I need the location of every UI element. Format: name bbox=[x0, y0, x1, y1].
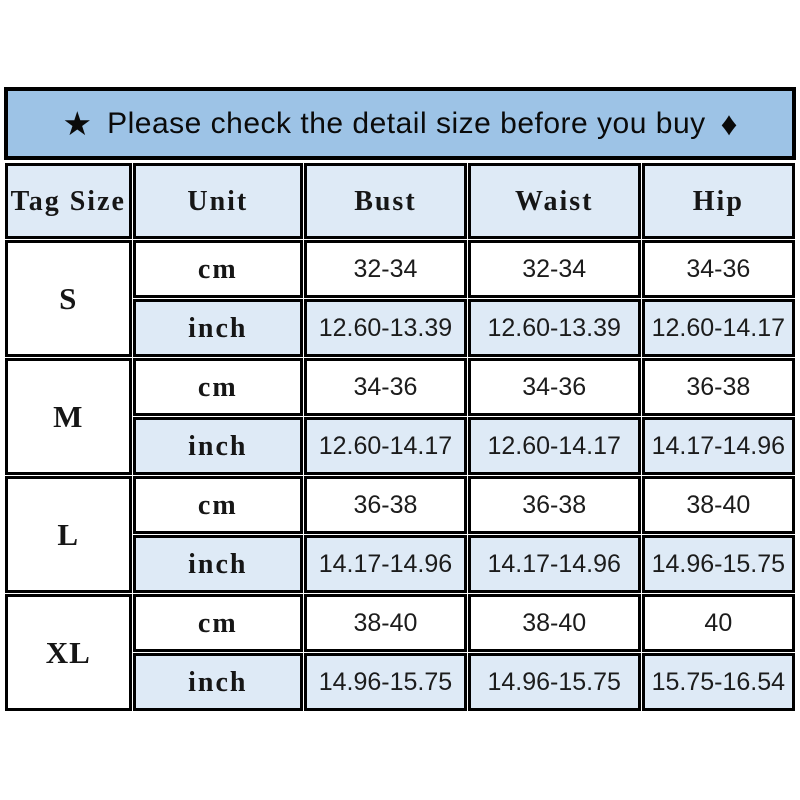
value-xl-cm-bust: 38-40 bbox=[304, 594, 467, 652]
col-header-unit: Unit bbox=[133, 163, 304, 239]
unit-label-s-cm: cm bbox=[133, 240, 304, 298]
size-label-xl: XL bbox=[5, 594, 132, 711]
value-l-cm-waist: 36-38 bbox=[468, 476, 641, 534]
header-row bbox=[5, 163, 795, 239]
unit-label-s-inch: inch bbox=[133, 299, 304, 357]
unit-label-xl-cm: cm bbox=[133, 594, 304, 652]
value-s-cm-hip: 34-36 bbox=[642, 240, 795, 298]
value-l-inch-bust: 14.17-14.96 bbox=[304, 535, 467, 593]
value-l-inch-hip: 14.96-15.75 bbox=[642, 535, 795, 593]
star-icon: ★ bbox=[62, 105, 93, 142]
value-l-cm-hip: 38-40 bbox=[642, 476, 795, 534]
value-m-inch-waist: 12.60-14.17 bbox=[468, 417, 641, 475]
value-s-cm-bust: 32-34 bbox=[304, 240, 467, 298]
table-row-s-cm bbox=[5, 240, 795, 298]
value-s-cm-waist: 32-34 bbox=[468, 240, 641, 298]
col-header-hip: Hip bbox=[642, 163, 795, 239]
value-s-inch-waist: 12.60-13.39 bbox=[468, 299, 641, 357]
size-label-s: S bbox=[5, 240, 132, 357]
value-xl-cm-waist: 38-40 bbox=[468, 594, 641, 652]
value-xl-cm-hip: 40 bbox=[642, 594, 795, 652]
value-xl-inch-bust: 14.96-15.75 bbox=[304, 653, 467, 711]
table-row-l-cm bbox=[5, 476, 795, 534]
value-s-inch-hip: 12.60-14.17 bbox=[642, 299, 795, 357]
value-m-cm-waist: 34-36 bbox=[468, 358, 641, 416]
value-xl-inch-hip: 15.75-16.54 bbox=[642, 653, 795, 711]
size-label-m: M bbox=[5, 358, 132, 475]
notice-text: Please check the detail size before you buy bbox=[107, 106, 706, 140]
table-row-m-cm bbox=[5, 358, 795, 416]
unit-label-m-cm: cm bbox=[133, 358, 304, 416]
value-m-cm-hip: 36-38 bbox=[642, 358, 795, 416]
col-header-waist: Waist bbox=[468, 163, 641, 239]
unit-label-m-inch: inch bbox=[133, 417, 304, 475]
table-row-xl-cm bbox=[5, 594, 795, 652]
unit-label-l-inch: inch bbox=[133, 535, 304, 593]
value-l-cm-bust: 36-38 bbox=[304, 476, 467, 534]
value-xl-inch-waist: 14.96-15.75 bbox=[468, 653, 641, 711]
col-header-bust: Bust bbox=[304, 163, 467, 239]
unit-label-l-cm: cm bbox=[133, 476, 304, 534]
notice-banner bbox=[4, 87, 796, 160]
value-m-inch-hip: 14.17-14.96 bbox=[642, 417, 795, 475]
unit-label-xl-inch: inch bbox=[133, 653, 304, 711]
value-m-cm-bust: 34-36 bbox=[304, 358, 467, 416]
col-header-tag-size: Tag Size bbox=[5, 163, 132, 239]
diamond-icon: ♦ bbox=[720, 105, 738, 142]
value-m-inch-bust: 12.60-14.17 bbox=[304, 417, 467, 475]
size-table bbox=[4, 162, 796, 712]
value-l-inch-waist: 14.17-14.96 bbox=[468, 535, 641, 593]
size-label-l: L bbox=[5, 476, 132, 593]
value-s-inch-bust: 12.60-13.39 bbox=[304, 299, 467, 357]
